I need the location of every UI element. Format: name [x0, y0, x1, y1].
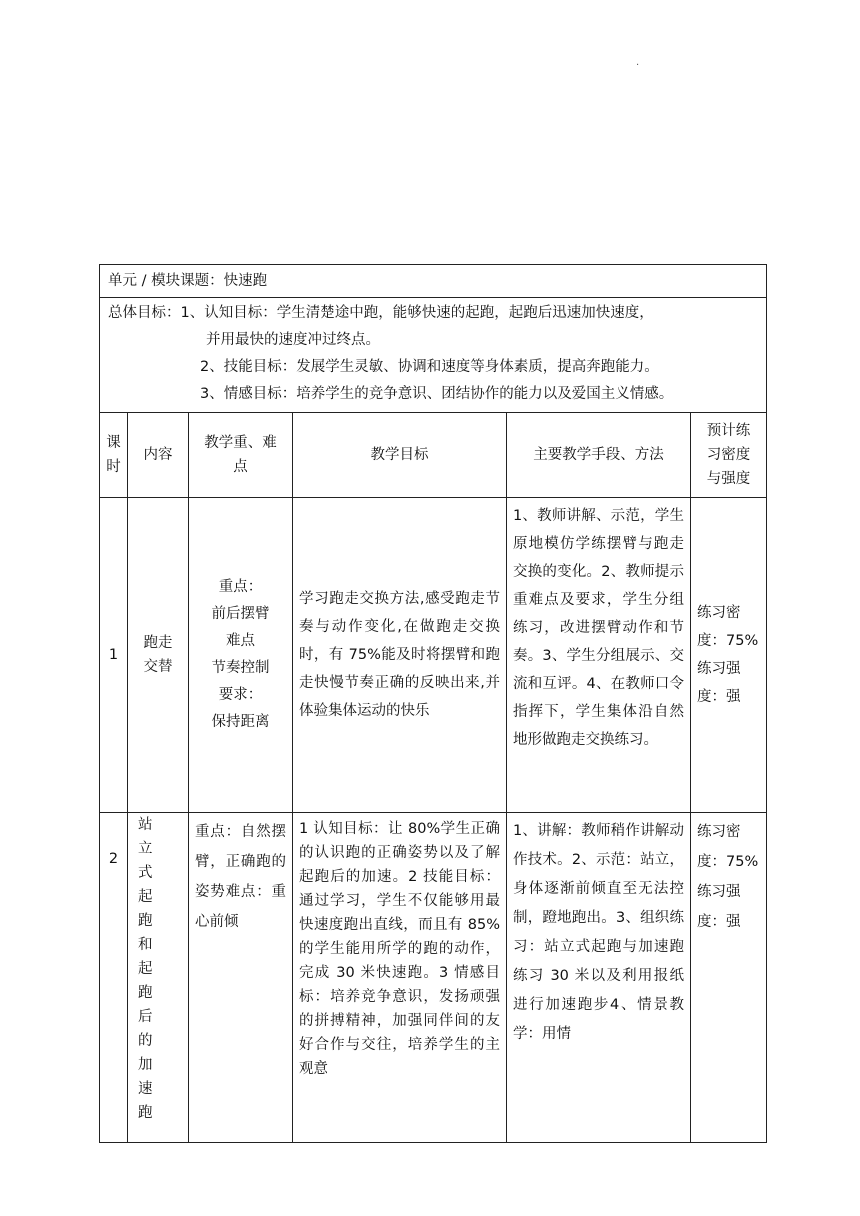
goal-cognitive-cont: 并用最快的速度冲过终点。: [206, 332, 380, 348]
lesson-plan-table: [99, 264, 767, 1143]
row1-methods: 1、教师讲解、示范，学生原地模仿学练摆臂与跑走交换的变化。2、教师提示重难点及要求，学生分组练习，改进摆臂动作和节奏。3、学生分组展示、交流和互评。4、在教师口令指挥下，学生集体沿自然地形做跑走交换练习。: [507, 498, 691, 813]
goal-affective: 3、情感目标：培养学生的竞争意识、团结协作的能力以及爱国主义情感。: [200, 386, 674, 402]
overall-goals: [100, 298, 767, 413]
table-header-row: [100, 413, 767, 498]
header-lesson: 课 时: [100, 413, 128, 498]
row2-lesson: 2: [100, 813, 128, 1143]
row1-objectives: 学习跑走交换方法,感受跑走节奏与动作变化,在做跑走交换时，有 75%能及时将摆臂和跑走快慢节奏正确的反映出来,并体验集体运动的快乐: [293, 498, 507, 813]
row2-objectives: 1 认知目标：让 80%学生正确的认识跑的正确姿势以及了解起跑后的加速。2 技能目标：通过学习，学生不仅能够用最快速度跑出直线，而且有 85%的学生能用所学的跑的动作，完成 30 米快速跑。3 情感目标：培养竞争意识，发扬顽强的拼搏精神，加强同伴间的友好合作与交往，培养学生的主观意: [293, 813, 507, 1143]
row2-methods: 1、讲解：教师稍作讲解动作技术。2、示范：站立，身体逐渐前倾直至无法控制，蹬地跑出。3、组织练习：站立式起跑与加速跑练习 30 米以及利用报纸进行加速跑步4、情景教学：用情: [507, 813, 691, 1143]
page-mark: ·: [636, 60, 640, 71]
row1-content: 跑走 交替: [128, 498, 189, 813]
row2-key-points: 重点：自然摆臂，正确跑的姿势难点：重心前倾: [189, 813, 293, 1143]
goal-cognitive: 1、认知目标：学生清楚途中跑，能够快速的起跑，起跑后迅速加快速度，: [180, 305, 654, 321]
header-density: 预计练 习密度 与强度: [691, 413, 767, 498]
unit-title: 单元 / 模块课题：快速跑: [100, 265, 767, 298]
header-objectives: 教学目标: [293, 413, 507, 498]
row2-density: 练习密度：75%练习强度：强: [691, 813, 767, 1143]
goal-skill: 2、技能目标：发展学生灵敏、协调和速度等身体素质，提高奔跑能力。: [200, 359, 659, 375]
row1-lesson: 1: [100, 498, 128, 813]
table-row: [100, 498, 767, 813]
row1-key-points: 重点： 前后摆臂 难点 节奏控制 要求： 保持距离: [189, 498, 293, 813]
header-methods: 主要教学手段、方法: [507, 413, 691, 498]
row2-content: 站立式起跑和起跑后的加速跑: [128, 813, 189, 1143]
header-content: 内容: [128, 413, 189, 498]
goals-label: 总体目标：: [108, 305, 181, 321]
table-row: [100, 813, 767, 1143]
header-key-points: 教学重、难 点: [189, 413, 293, 498]
row1-density: 练习密度：75%练习强度：强: [691, 498, 767, 813]
